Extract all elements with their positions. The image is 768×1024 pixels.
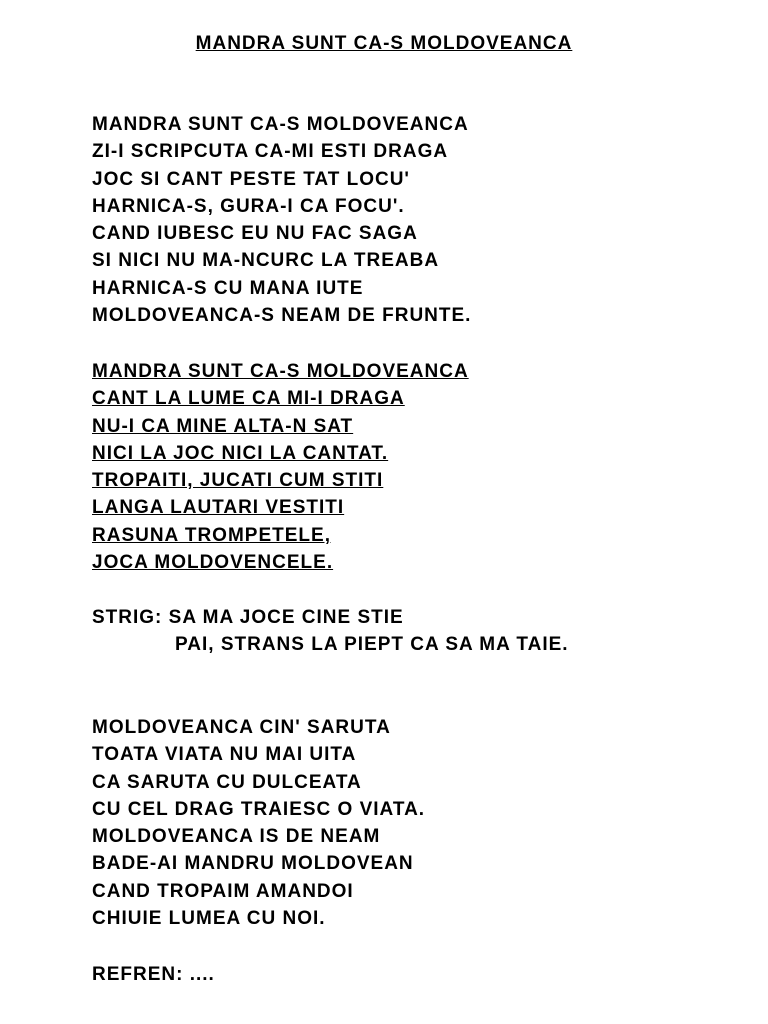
- lyric-line: SI NICI NU MA-NCURC LA TREABA: [92, 250, 440, 272]
- lyric-line: ZI-I SCRIPCUTA CA-MI ESTI DRAGA: [92, 141, 449, 163]
- lyric-line: NICI LA JOC NICI LA CANTAT.: [92, 442, 389, 464]
- strig-line: STRIG: SA MA JOCE CINE STIE: [92, 607, 404, 628]
- refrain-line: REFREN: ....: [92, 964, 215, 985]
- lyric-line: CU CEL DRAG TRAIESC O VIATA.: [92, 798, 426, 820]
- lyric-line: CHIUIE LUMEA CU NOI.: [92, 908, 326, 930]
- lyric-line: MANDRA SUNT CA-S MOLDOVEANCA: [92, 114, 469, 135]
- lyric-line: TOATA VIATA NU MAI UITA: [92, 744, 357, 766]
- strig-section: [92, 604, 569, 659]
- lyric-line: LANGA LAUTARI VESTITI: [92, 497, 345, 519]
- lyric-line: BADE-AI MANDRU MOLDOVEAN: [92, 853, 414, 875]
- lyric-line: TROPAITI, JUCATI CUM STITI: [92, 470, 384, 492]
- lyric-line: MOLDOVEANCA CIN' SARUTA: [92, 717, 391, 738]
- lyric-line: MANDRA SUNT CA-S MOLDOVEANCA: [92, 361, 469, 382]
- stanza-3: [92, 714, 425, 932]
- strig-line-indented: PAI, STRANS LA PIEPT CA SA MA TAIE.: [175, 634, 569, 656]
- lyric-line: JOCA MOLDOVENCELE.: [92, 552, 334, 574]
- lyric-line: CAND IUBESC EU NU FAC SAGA: [92, 223, 418, 245]
- lyric-line: HARNICA-S, GURA-I CA FOCU'.: [92, 195, 405, 217]
- lyric-line: MOLDOVEANCA IS DE NEAM: [92, 826, 381, 848]
- lyric-line: JOC SI CANT PESTE TAT LOCU': [92, 168, 410, 190]
- stanza-1: [92, 111, 471, 329]
- lyric-line: RASUNA TROMPETELE,: [92, 524, 331, 546]
- stanza-2-underlined: [92, 358, 469, 576]
- lyric-line: CANT LA LUME CA MI-I DRAGA: [92, 388, 405, 410]
- refrain-section: [92, 961, 215, 988]
- lyric-line: CA SARUTA CU DULCEATA: [92, 771, 362, 793]
- lyric-line: NU-I CA MINE ALTA-N SAT: [92, 415, 354, 437]
- lyric-line: MOLDOVEANCA-S NEAM DE FRUNTE.: [92, 305, 472, 327]
- page-title: MANDRA SUNT CA-S MOLDOVEANCA: [195, 33, 573, 54]
- lyric-line: HARNICA-S CU MANA IUTE: [92, 277, 364, 299]
- lyric-line: CAND TROPAIM AMANDOI: [92, 880, 354, 902]
